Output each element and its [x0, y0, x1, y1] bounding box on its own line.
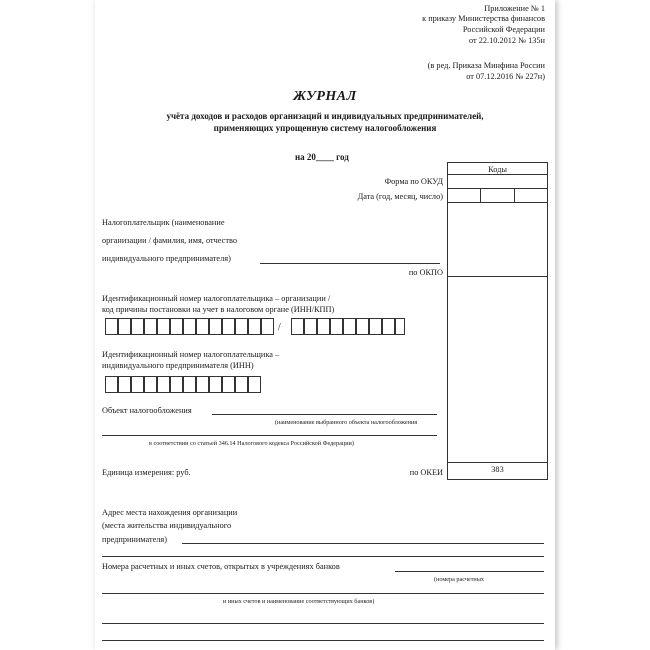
accounts-hint-1: (номера расчетных: [434, 576, 484, 583]
revision-line-2: от 07.12.2016 № 227н): [466, 72, 545, 81]
journal-year: на 20____ год: [295, 152, 349, 162]
accounts-hint-2: и иных счетов и наименование соответствующих банков): [223, 598, 375, 605]
document-page: [95, 0, 555, 650]
journal-title: ЖУРНАЛ: [293, 89, 357, 104]
accounts-line-4[interactable]: [102, 640, 544, 641]
inn-ip-label-1: Идентификационный номер налогоплательщика –: [102, 350, 280, 359]
accounts-label: Номера расчетных и иных счетов, открытых в учреждениях банков: [102, 562, 340, 571]
taxpayer-label-2: организации / фамилия, имя, отчество: [102, 236, 237, 245]
taxpayer-name-line[interactable]: [260, 263, 440, 264]
appendix-line-1: Приложение № 1: [484, 4, 545, 13]
address-line-2[interactable]: [102, 556, 544, 557]
accounts-line-2[interactable]: [102, 593, 544, 594]
taxpayer-label-1: Налогоплательщик (наименование: [102, 218, 225, 227]
appendix-line-2: к приказу Министерства финансов: [422, 14, 545, 23]
unit-label: Единица измерения: руб.: [102, 468, 191, 477]
okpo-label: по ОКПО: [408, 268, 443, 277]
address-label-3: предпринимателя): [102, 535, 167, 544]
codes-header: Коды: [488, 165, 507, 174]
journal-subtitle-2: применяющих упрощенную систему налогообложения: [213, 123, 437, 133]
date-label: Дата (год, месяц, число): [357, 192, 443, 201]
okei-code-value: 383: [491, 465, 504, 474]
tax-object-label: Объект налогообложения: [102, 406, 192, 415]
inn-kpp-label-2: код причины постановки на учет в налоговом органе (ИНН/КПП): [102, 305, 335, 314]
inn-ip-label-2: индивидуального предпринимателя (ИНН): [102, 361, 254, 370]
inn-kpp-label-1: Идентификационный номер налогоплательщика – организации /: [102, 294, 331, 303]
appendix-line-3: Российской Федерации: [462, 25, 545, 34]
accounts-line-1[interactable]: [395, 571, 544, 572]
address-label-1: Адрес места нахождения организации: [102, 508, 238, 517]
revision-line-1: (в ред. Приказа Минфина России: [427, 61, 545, 70]
codes-table: [447, 162, 548, 480]
inn-kpp-separator: /: [278, 322, 281, 333]
journal-subtitle-1: учёта доходов и расходов организаций и индивидуальных предпринимателей,: [166, 111, 484, 121]
address-line-1[interactable]: [182, 543, 544, 544]
accounts-line-3[interactable]: [102, 623, 544, 624]
okud-label: Форма по ОКУД: [384, 177, 443, 186]
tax-object-line-1[interactable]: [212, 414, 437, 415]
inn-ip-cells[interactable]: [105, 376, 265, 394]
taxpayer-label-3: индивидуального предпринимателя): [102, 254, 231, 263]
tax-object-hint-2: в соответствии со статьей 346.14 Налогового кодекса Российской Федерации): [149, 440, 354, 447]
inn-kpp-cells[interactable]: [105, 318, 405, 336]
okei-label: по ОКЕИ: [409, 468, 443, 477]
tax-object-line-2[interactable]: [102, 435, 437, 436]
address-label-2: (места жительства индивидуального: [102, 521, 232, 530]
tax-object-hint-1: (наименование выбранного объекта налогообложения: [275, 419, 418, 426]
appendix-line-4: от 22.10.2012 № 135н: [468, 36, 545, 45]
